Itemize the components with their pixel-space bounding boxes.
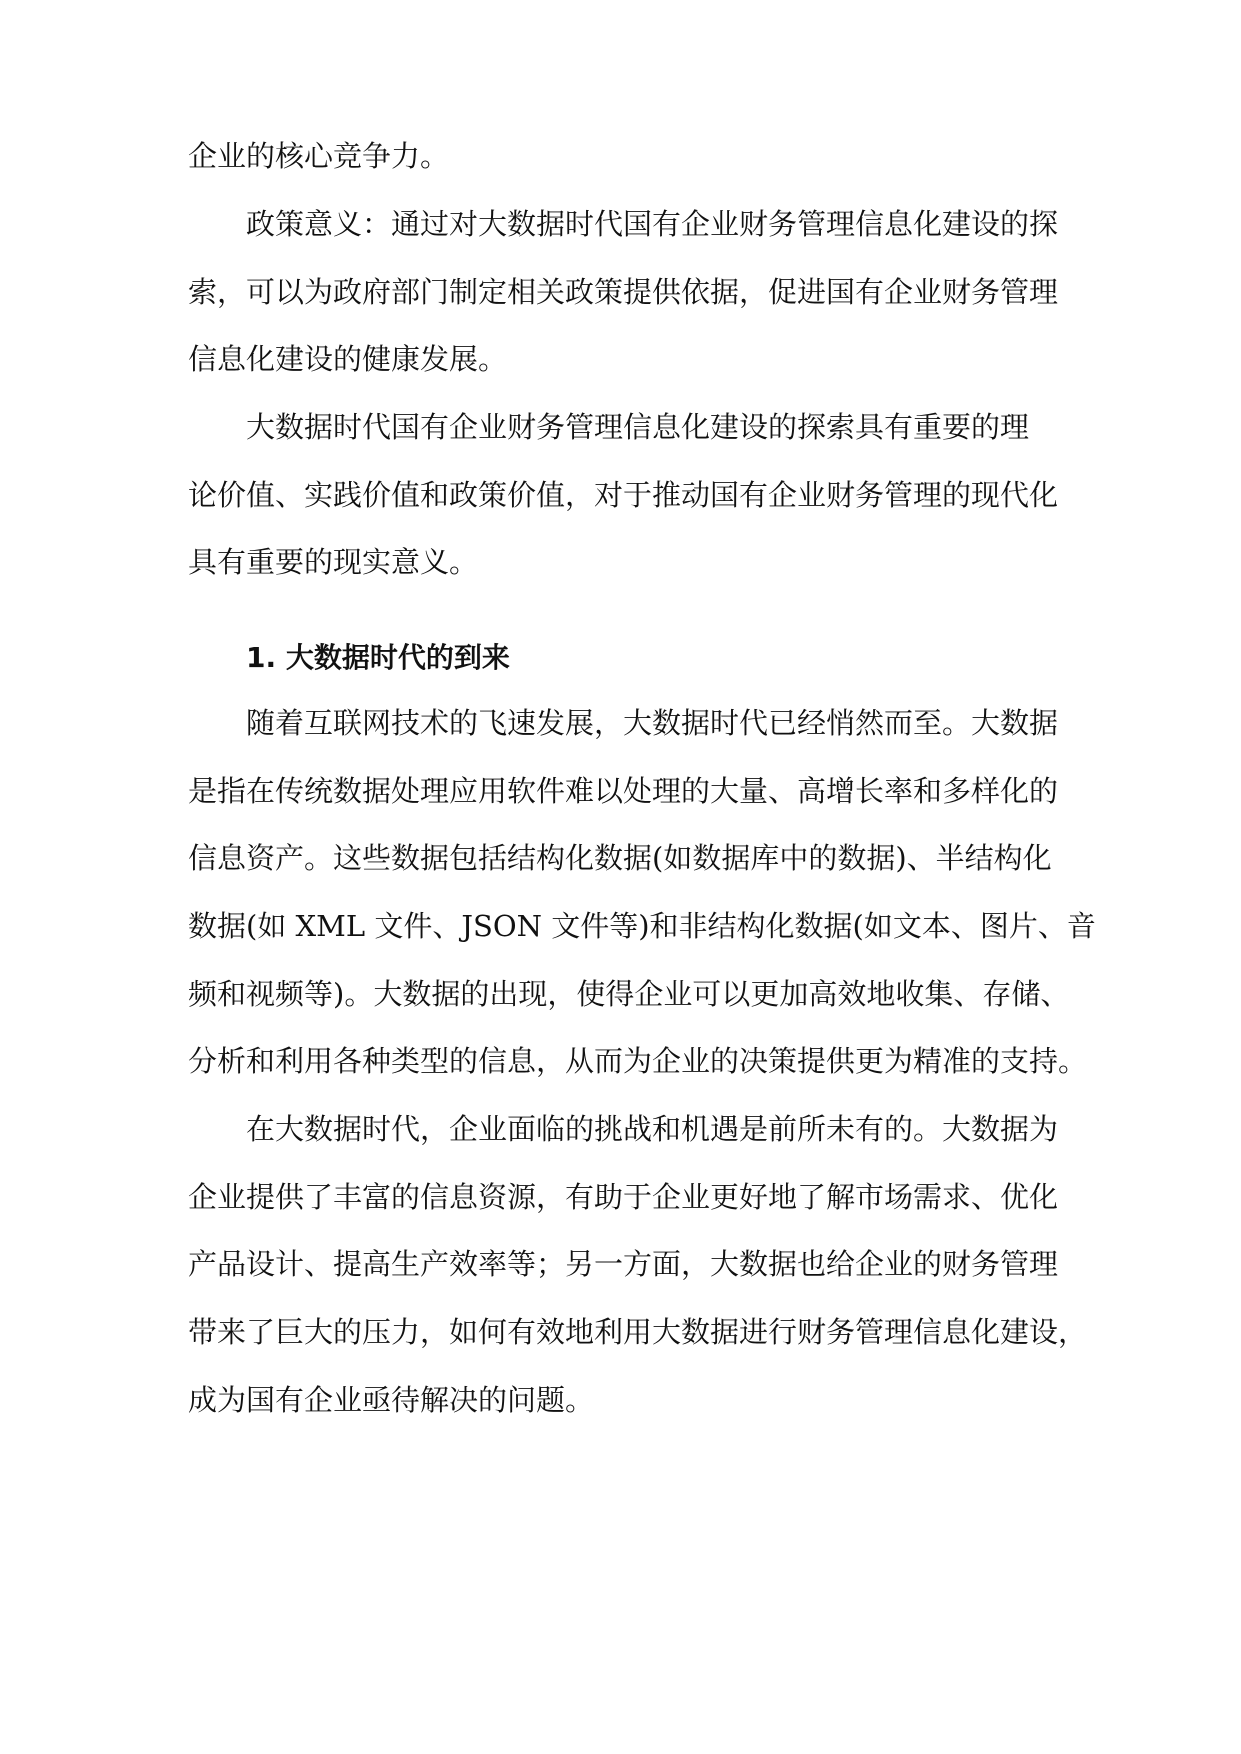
paragraph-line: 企业的核心竞争力。 bbox=[188, 139, 450, 173]
paragraph-line: 信息化建设的健康发展。 bbox=[188, 342, 508, 376]
section-heading: 1. 大数据时代的到来 bbox=[246, 641, 510, 674]
paragraph-line: 大数据时代国有企业财务管理信息化建设的探索具有重要的理 bbox=[246, 410, 1030, 444]
paragraph-line: 企业提供了丰富的信息资源，有助于企业更好地了解市场需求、优化 bbox=[188, 1180, 1059, 1214]
paragraph-line: 随着互联网技术的飞速发展，大数据时代已经悄然而至。大数据 bbox=[246, 706, 1059, 740]
paragraph-line: 信息资产。这些数据包括结构化数据(如数据库中的数据)、半结构化 bbox=[188, 841, 1052, 875]
paragraph-line: 分析和利用各种类型的信息，从而为企业的决策提供更为精准的支持。 bbox=[188, 1044, 1088, 1078]
paragraph-line: 在大数据时代，企业面临的挑战和机遇是前所未有的。大数据为 bbox=[246, 1112, 1059, 1146]
paragraph-line: 索，可以为政府部门制定相关政策提供依据，促进国有企业财务管理 bbox=[188, 275, 1059, 309]
paragraph-line: 产品设计、提高生产效率等；另一方面，大数据也给企业的财务管理 bbox=[188, 1247, 1059, 1281]
paragraph-line: 数据(如 XML 文件、JSON 文件等)和非结构化数据(如文本、图片、音 bbox=[188, 909, 1096, 943]
paragraph-line: 频和视频等)。大数据的出现，使得企业可以更加高效地收集、存储、 bbox=[188, 977, 1070, 1011]
paragraph-line: 成为国有企业亟待解决的问题。 bbox=[188, 1383, 595, 1417]
paragraph-line: 是指在传统数据处理应用软件难以处理的大量、高增长率和多样化的 bbox=[188, 774, 1059, 808]
paragraph-line: 具有重要的现实意义。 bbox=[188, 545, 479, 579]
paragraph-line: 论价值、实践价值和政策价值，对于推动国有企业财务管理的现代化 bbox=[188, 478, 1059, 512]
paragraph-line: 带来了巨大的压力，如何有效地利用大数据进行财务管理信息化建设， bbox=[188, 1315, 1088, 1349]
paragraph-line: 政策意义：通过对大数据时代国有企业财务管理信息化建设的探 bbox=[246, 207, 1059, 241]
